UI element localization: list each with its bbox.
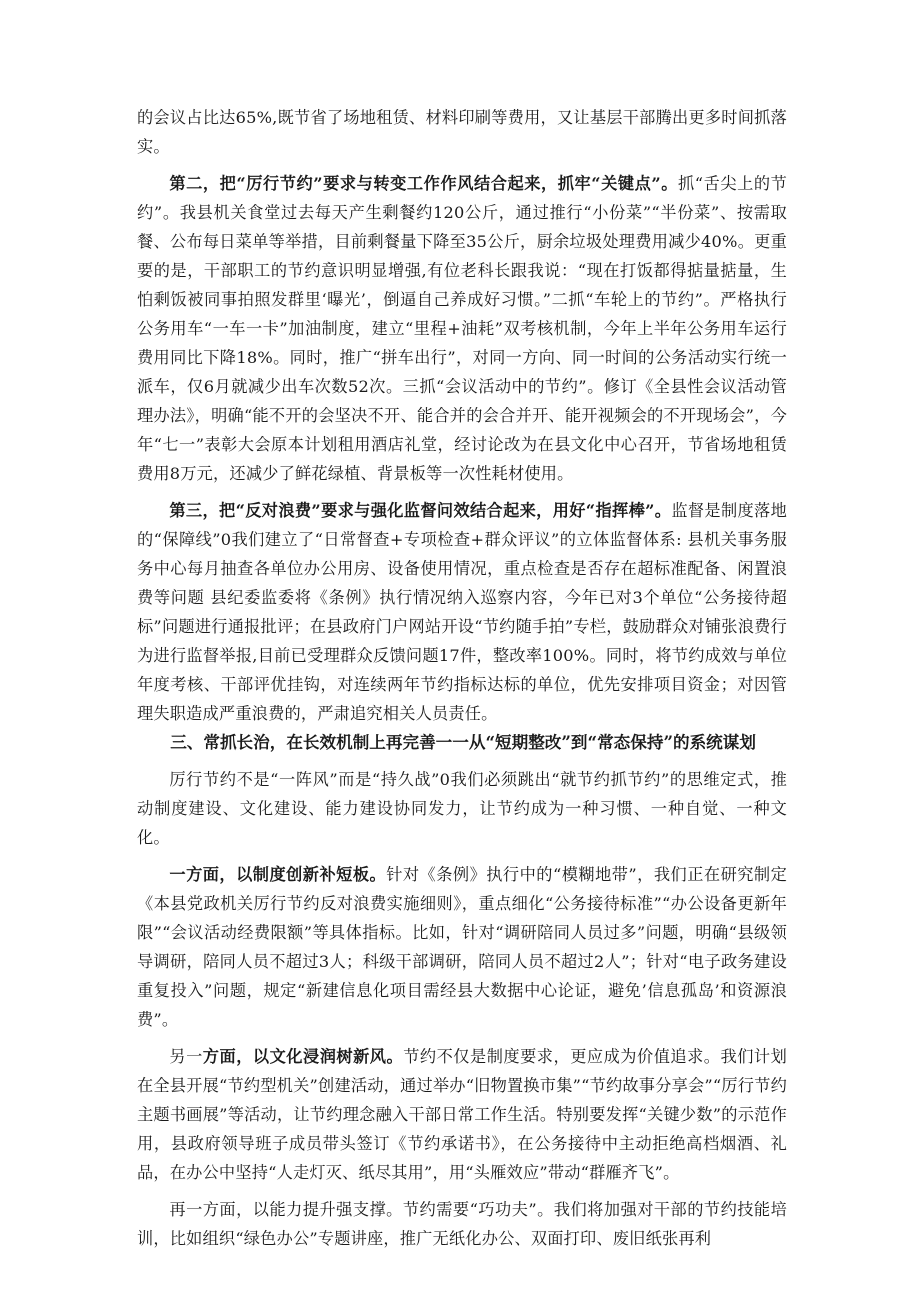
document-page: [137, 103, 787, 1253]
paragraph-capability: 再一方面，以能力提升强支撑。节约需要“巧功夫”。我们将加强对干部的节约技能培训，比如组织“绿色办公”专题讲座，推广无纸化办公、双面打印、废旧纸张再利: [137, 1200, 787, 1248]
paragraph-meeting-summary: 的会议占比达65%,既节省了场地租赁、材料印刷等费用，又让基层干部腾出更多时间抓落实。: [137, 108, 787, 156]
culture-lead: 方面，以文化浸润树新风。: [202, 1047, 404, 1066]
paragraph-second-point: [137, 169, 787, 488]
institution-innovation-lead: 一方面，以制度创新补短板。: [169, 865, 387, 884]
institution-innovation-body: 针对《条例》执行中的“模糊地带”，我们正在研究制定《本县党政机关厉行节约反对浪费实施细则》，重点细化“公务接待标准”“办公设备更新年限”“会议活动经费限额”等具体指标。比如，针对“调研陪同人员过多”问题，明确“县级领导调研，陪同人员不超过3人；科级干部调研，陪同人员不超过2人”；针对“电子政务建设重复投入”问题，规定“新建信息化项目需经县大数据中心论证，避免’信息孤岛’和资源浪费”。: [137, 865, 787, 1029]
paragraph-long-term-intro: 厉行节约不是“一阵风”而是“持久战”0我们必须跳出“就节约抓节约”的思维定式，推动制度建设、文化建设、能力建设协同发力，让节约成为一种习惯、一种自觉、一种文化。: [137, 770, 787, 847]
paragraph-third-point: [137, 496, 787, 728]
culture-body: 节约不仅是制度要求，更应成为价值追求。我们计划在全县开展“节约型机关”创建活动，通过举办“旧物置换市集”“节约故事分享会”“厉行节约主题书画展”等活动，让节约理念融入干部日常工作生活。特别要发挥“关键少数”的示范作用，县政府领导班子成员带头签订《节约承诺书》，在公务接待中主动拒绝高档烟酒、礼品，在办公中坚持“人走灯灭、纸尽其用”，用“头雁效应”带动“群雁齐飞”。: [137, 1047, 787, 1182]
second-point-heading: 第二，把“厉行节约”要求与转变工作作风结合起来，抓牢“关键点”。: [169, 174, 678, 193]
culture-lead-prefix: 另一: [169, 1047, 203, 1066]
paragraph-culture: [137, 1042, 787, 1187]
paragraph-institution-innovation: [137, 860, 787, 1034]
third-point-heading: 第三，把“反对浪费”要求与强化监督问效结合起来，用好“指挥棒”。: [169, 501, 672, 520]
third-point-body: 监督是制度落地的“保障线”0我们建立了“日常督查+专项检查+群众评议”的立体监督体系: 县机关事务服务中心每月抽查各单位办公用房、设备使用情况，重点检查是否存在超标准配备、闲置浪费等问题 县纪委监委将《条例》执行情况纳入巡察内容，今年已对3个单位“公务接待超标”问题进行通报批评；在县政府门户网站开设“节约随手拍”专栏，鼓励群众对铺张浪费行为进行监督举报,目前已受理群众反馈问题17件，整改率100%。同时，将节约成效与单位年度考核、干部评优挂钩，对连续两年节约指标达标的单位，优先安排项目资金；对因管理失职造成严重浪费的，严肃追究相关人员责任。: [137, 501, 787, 723]
second-point-body: 抓“舌尖上的节约”。我县机关食堂过去每天产生剩餐约120公斤，通过推行“小份菜”“半份菜”、按需取餐、公布每日菜单等举措，目前剩餐量下降至35公斤，厨余垃圾处理费用减少40%。更重要的是，干部职工的节约意识明显增强,有位老科长跟我说：“现在打饭都得掂量掂量，生怕剩饭被同事拍照发群里‘曝光’，倒逼自己养成好习惯。”二抓“车轮上的节约”。严格执行公务用车“一车一卡”加油制度，建立“里程+油耗”双考核机制，今年上半年公务用车运行费用同比下降18%。同时，推广“拼车出行”，对同一方向、同一时间的公务活动实行统一派车，仅6月就减少出车次数52次。三抓“会议活动中的节约”。修订《全县性会议活动管理办法》，明确“能不开的会坚决不开、能合并的会合并开、能开视频会的不开现场会”，今年“七一”表彰大会原本计划租用酒店礼堂，经讨论改为在县文化中心召开，节省场地租赁费用8万元，还减少了鲜花绿植、背景板等一次性耗材使用。: [137, 174, 787, 483]
section-three-heading: 三、常抓长治，在长效机制上再完善一一从“短期整改”到“常态保持”的系统谋划: [170, 732, 756, 752]
